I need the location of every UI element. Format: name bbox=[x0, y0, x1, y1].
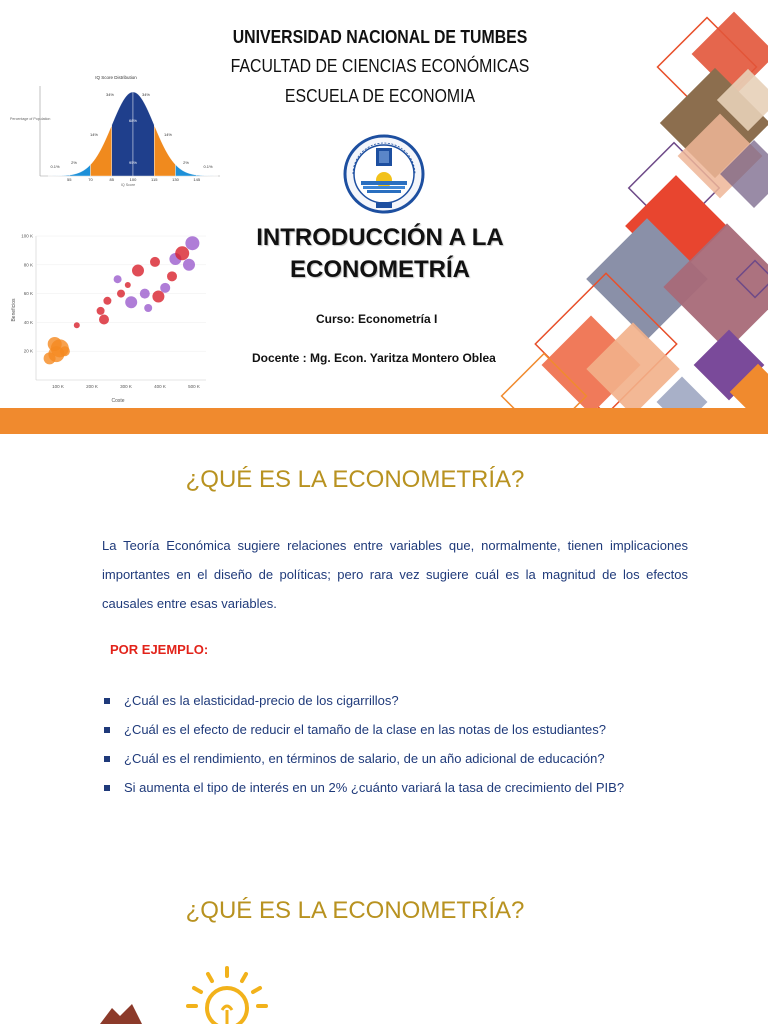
y-tick-label: 100 K bbox=[21, 233, 33, 239]
scatter-point bbox=[132, 265, 144, 277]
scatter-point bbox=[74, 322, 80, 328]
university-name: UNIVERSIDAD NACIONAL DE TUMBES bbox=[232, 27, 528, 47]
scatter-point bbox=[140, 289, 150, 299]
x-tick-label: 130 bbox=[172, 177, 179, 182]
chart-xlabel: Coste bbox=[111, 398, 125, 404]
region-label: 34% bbox=[141, 92, 151, 97]
section-divider-bar bbox=[0, 408, 768, 434]
scatter-point bbox=[150, 257, 160, 267]
scatter-point bbox=[48, 337, 62, 351]
school-name: ESCUELA DE ECONOMIA bbox=[284, 86, 476, 106]
presentation-title-line1: INTRODUCCIÓN A LA bbox=[256, 224, 504, 251]
decorative-shape bbox=[60, 990, 150, 1024]
scatter-points-group bbox=[44, 236, 200, 364]
region-label: 2% bbox=[71, 160, 77, 165]
scatter-point bbox=[144, 304, 152, 312]
question-text: ¿Cuál es el rendimiento, en términos de salario, de un año adicional de educación? bbox=[124, 751, 605, 766]
list-item bbox=[104, 751, 704, 780]
intro-paragraph: La Teoría Económica sugiere relaciones entre variables que, normalmente, tienen implicaciones importantes en el diseño de políticas; pero rara vez sugiere cuál es la magnitud de los efectos causales entre esas variables. bbox=[102, 538, 688, 611]
scatter-point bbox=[185, 236, 199, 250]
bullet-icon bbox=[104, 785, 110, 791]
region-label: 0.1% bbox=[50, 164, 60, 169]
title-slide bbox=[0, 0, 768, 408]
section-title-2: ¿QUÉ ES LA ECONOMETRÍA? bbox=[185, 897, 525, 924]
lightbulb-icon bbox=[182, 966, 272, 1024]
scatter-point bbox=[103, 297, 111, 305]
x-tick-label: 55 bbox=[67, 177, 72, 182]
list-item bbox=[104, 780, 704, 809]
x-tick-label: 400 K bbox=[154, 384, 166, 389]
scatter-point bbox=[99, 315, 109, 325]
scatter-point bbox=[152, 290, 164, 302]
example-label: POR EJEMPLO: bbox=[110, 642, 209, 657]
x-tick-label: 100 bbox=[129, 177, 137, 182]
region-label: 2% bbox=[183, 160, 189, 165]
region-label: 14% bbox=[89, 132, 99, 137]
x-tick-label: 70 bbox=[88, 177, 93, 182]
question-text: Si aumenta el tipo de interés en un 2% ¿cuánto variará la tasa de crecimiento del PIB? bbox=[124, 780, 625, 795]
bell-region bbox=[197, 175, 218, 176]
bullet-icon bbox=[104, 756, 110, 762]
teacher-label: Docente : Mg. Econ. Yaritza Montero Oblea bbox=[252, 351, 496, 365]
chart-ylabel: Percentage of Population bbox=[10, 117, 51, 121]
scatter-point bbox=[125, 282, 131, 288]
course-label: Curso: Econometría I bbox=[316, 312, 438, 326]
x-tick-label: 300 K bbox=[120, 384, 132, 389]
section-title: ¿QUÉ ES LA ECONOMETRÍA? bbox=[185, 466, 525, 493]
bell-region bbox=[176, 165, 197, 176]
scatter-point bbox=[160, 283, 170, 293]
presentation-title-line2: ECONOMETRÍA bbox=[290, 256, 470, 283]
bell-region bbox=[69, 165, 90, 176]
bracket-label: 68% bbox=[128, 118, 138, 123]
scatter-point bbox=[175, 246, 189, 260]
region-label: 34% bbox=[105, 92, 115, 97]
list-item bbox=[104, 693, 704, 722]
scatter-point bbox=[183, 259, 195, 271]
scatter-point bbox=[97, 307, 105, 315]
x-tick-label: 200 K bbox=[86, 384, 98, 389]
bracket-label: 95% bbox=[128, 160, 138, 165]
iq-distribution-chart bbox=[8, 72, 220, 188]
region-label: 0.1% bbox=[203, 164, 213, 169]
chart-title: IQ Score Distribution bbox=[95, 75, 137, 80]
list-item bbox=[104, 722, 704, 751]
university-seal-icon bbox=[343, 134, 425, 214]
region-label: 14% bbox=[163, 132, 173, 137]
question-text: ¿Cuál es el efecto de reducir el tamaño de la clase en las notas de los estudiantes? bbox=[124, 722, 607, 737]
x-tick-label: 500 K bbox=[188, 384, 200, 389]
x-tick-label: 115 bbox=[151, 177, 158, 182]
question-text: ¿Cuál es la elasticidad-precio de los cigarrillos? bbox=[124, 693, 399, 708]
bell-xticks-group bbox=[67, 177, 201, 182]
questions-list bbox=[104, 693, 704, 809]
y-tick-label: 60 K bbox=[23, 291, 33, 297]
y-tick-label: 80 K bbox=[23, 262, 33, 268]
faculty-name: FACULTAD DE CIENCIAS ECONÓMICAS bbox=[230, 56, 530, 76]
x-tick-label: 85 bbox=[109, 177, 114, 182]
bullet-icon bbox=[104, 727, 110, 733]
y-tick-label: 40 K bbox=[23, 319, 33, 325]
x-tick-label: 100 K bbox=[52, 384, 64, 389]
bell-region bbox=[48, 175, 69, 176]
scatter-point bbox=[167, 271, 177, 281]
chart-ylabel: Beneficios bbox=[11, 298, 17, 322]
chart-xlabel: IQ Score bbox=[120, 183, 136, 187]
bullet-icon bbox=[104, 698, 110, 704]
scatter-point bbox=[114, 275, 122, 283]
scatter-point bbox=[117, 290, 125, 298]
y-tick-label: 20 K bbox=[23, 348, 33, 354]
scatter-point bbox=[125, 296, 137, 308]
x-tick-label: 145 bbox=[193, 177, 201, 182]
scatter-point bbox=[60, 346, 70, 356]
cost-benefit-scatter-chart bbox=[6, 230, 210, 406]
